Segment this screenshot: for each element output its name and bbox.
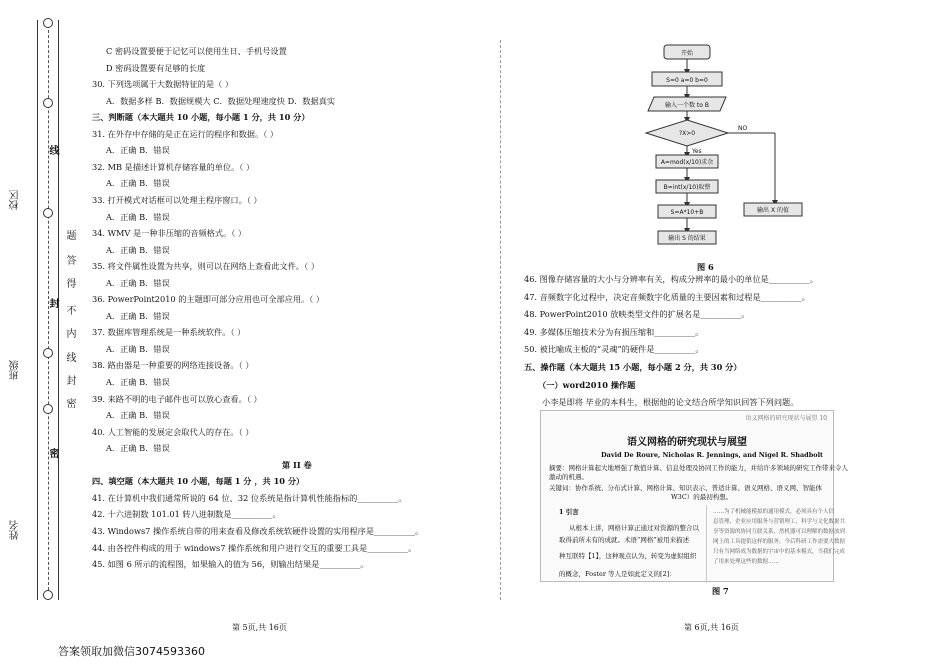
binding-hole xyxy=(43,18,53,28)
question-line: 45. 如图 6 所示的流程图，如果输入的值为 56，则输出结果是__________。 xyxy=(92,559,369,570)
option-line: C 密码设置要便于记忆可以使用生日、手机号设置 xyxy=(106,46,287,56)
question-line: 31. 在外存中存储的是正在运行的程序和数据。（ ） xyxy=(92,128,279,139)
fig7-section-heading: 1 引言 xyxy=(559,508,579,516)
warning-char: 不 xyxy=(64,305,75,317)
flow-step-b-text: B=int(x/10)取整 xyxy=(663,184,711,191)
option-line: A．正确 B．错误 xyxy=(106,410,170,421)
binding-hole xyxy=(43,404,53,414)
binding-hole xyxy=(43,208,53,218)
fig7-keywords-line2: W3C）的最初构想。 xyxy=(671,493,733,501)
option-line: A．数据多样 B．数据规模大 C．数据处理速度快 D．数据真实 xyxy=(106,95,336,106)
option-line: A．正确 B．错误 xyxy=(106,211,170,222)
fig7-right-line: 享等资源的协同互联关系，然机器可以理解的数据放到 xyxy=(713,529,846,535)
option-line: A．正确 B．错误 xyxy=(106,310,170,321)
fig7-para-line1: 从根本上讲，网格计算正通过对资源的整合以 xyxy=(569,524,699,532)
warning-char: 答 xyxy=(64,255,75,267)
flow-yes-label: Yes xyxy=(692,148,702,155)
question-line: 41. 在计算机中我们通常所说的 64 位、32 位系统是指计算机性能指标的__________。 xyxy=(92,492,407,503)
fig7-right-line: 网上的工具提供这样的服务。今后科研工作需要大数据 xyxy=(713,539,846,545)
flow-start-text: 开始 xyxy=(680,50,694,57)
question-line: 42. 十六进制数 101.01 转八进制数是__________。 xyxy=(92,509,281,520)
fig7-right-line: 息管理、企业应用服务与营销理工、科学与文化数据共 xyxy=(713,519,846,525)
binding-hole xyxy=(43,348,53,358)
flow-cond-text: ?X>0 xyxy=(678,130,696,137)
question-line: 32. MB 是描述计算机存储容量的单位。（ ） xyxy=(92,161,255,172)
flowchart-figure-6 xyxy=(620,40,860,260)
fig7-right-line: 了用来处理这些的数据…… xyxy=(713,559,780,565)
question-line: 39. 来路不明的电子邮件也可以放心查看。（ ） xyxy=(92,393,262,404)
binding-hole xyxy=(43,590,53,600)
question-line: 43. Windows7 操作系统自带的用来查看及修改系统软硬件设置的实用程序是__________。 xyxy=(92,525,424,536)
question-line: 37. 数据库管理系统是一种系统软件。（ ） xyxy=(92,327,246,338)
option-line: A．正确 B．错误 xyxy=(106,145,170,156)
binding-line-inner xyxy=(58,20,59,600)
page-divider xyxy=(500,40,501,600)
option-line: A．正确 B．错误 xyxy=(106,178,170,189)
fig7-abstract-line1: 摘要：网格计算起大地增强了数值计算、信息处理及协同工作的能力，并给许多领域的研究工作带来令人 xyxy=(549,464,848,472)
fig7-right-column xyxy=(706,505,846,583)
fig7-title: 语义网格的研究现状与展望 xyxy=(627,437,747,448)
section-heading: 五、操作题（本大题共 15 小题，每小题 2 分，共 30 分） xyxy=(524,362,742,372)
seal-char: 线 xyxy=(47,145,58,157)
question-line: 50. 被比喻成主板的“灵魂”的硬件是__________。 xyxy=(524,344,704,355)
question-line: 33. 打开模式对话框可以处理主程序窗口。（ ） xyxy=(92,194,262,205)
page-footer-left: 第 5页,共 16页 xyxy=(232,623,287,632)
option-line: A．正确 B．错误 xyxy=(106,377,170,387)
name-label: 姓名 xyxy=(10,520,21,540)
fig7-para-line4: 的概念，Foster 等人是如此定义的[2]： xyxy=(559,570,676,578)
figure-7-caption: 图 7 xyxy=(712,586,729,596)
option-line: A．正确 B．错误 xyxy=(106,443,170,454)
flow-step-a-text: A=mod(x/10)求余 xyxy=(660,159,714,166)
warning-char: 内 xyxy=(64,328,75,340)
fig7-running-header: 语义网格的研究现状与展望 10 xyxy=(745,415,827,422)
section-heading: 四、填空题（本大题共 10 小题，每题 1 分 ，共 10 分） xyxy=(92,476,305,487)
figure-6-caption: 图 6 xyxy=(697,262,714,272)
text-line: 第 II 卷 xyxy=(282,459,312,470)
warning-char: 密 xyxy=(64,398,75,410)
question-line: 34. WMV 是一种非压缩的音频格式。（ ） xyxy=(92,228,247,239)
question-line: 40. 人工智能的发展定会取代人的存在。（ ） xyxy=(92,426,254,437)
text-line: （一）word2010 操作题 xyxy=(538,379,636,390)
flow-output-x-text: 输出 X 的值 xyxy=(757,207,789,214)
question-line: 46. 图像存储容量的大小与分辨率有关，构成分辨率的最小的单位是__________。 xyxy=(524,274,818,284)
warning-char: 得 xyxy=(64,278,75,290)
section-heading: 三、判断题（本大题共 10 小题，每小题 1 分，共 10 分） xyxy=(92,112,310,123)
option-line: D 密码设置要有足够的长度 xyxy=(106,62,206,73)
question-line: 30. 下列选项属于大数据特征的是（ ） xyxy=(92,79,234,90)
school-label: 校区 xyxy=(10,190,21,210)
seal-char: 密 xyxy=(47,448,58,460)
question-line: 38. 路由器是一种重要的网络连接设备。（ ） xyxy=(92,360,254,371)
warning-char: 题 xyxy=(64,230,75,242)
warning-char: 封 xyxy=(64,375,75,387)
binding-line-outer xyxy=(37,20,38,600)
flow-output-s-text: 输出 S 的结果 xyxy=(668,235,706,242)
question-line: 35. 将文件属性设置为共享，则可以在网络上查看此文件。（ ） xyxy=(92,261,320,272)
class-label: 班级 xyxy=(10,360,21,380)
question-line: 47. 音频数字化过程中，决定音频数字化质量的主要因素和过程是__________。 xyxy=(524,291,810,302)
fig7-authors: David De Roure, Nicholas R. Jennings, and Nigel R. Shadbolt xyxy=(601,451,824,459)
flow-init-text: S=0 a=0 b=0 xyxy=(666,77,708,84)
text-line: 小李是即将 毕业的本科生，根据他的论文结合所学知识回答下列问题。 xyxy=(542,397,799,408)
question-line: 48. PowerPoint2010 放映类型文件的扩展名是__________。 xyxy=(524,309,750,320)
option-line: A．正确 B．错误 xyxy=(106,343,170,354)
flow-step-s-text: S=A*10+B xyxy=(670,209,704,216)
flow-input-text: 输入一个数 to B xyxy=(665,102,709,109)
fig7-right-line: ……为了机械能模拟的通用模式，必须具有个人信 xyxy=(713,509,835,515)
question-line: 36. PowerPoint2010 的主题即可部分应用也可全部应用。（ ） xyxy=(92,294,325,305)
option-line: A．正确 B．错误 xyxy=(106,277,170,288)
option-line: A．正确 B．错误 xyxy=(106,244,170,255)
binding-margin xyxy=(0,0,80,605)
answer-contact-note: 答案领取加微信3074593360 xyxy=(58,645,205,658)
fig7-right-line: 只有当网络成为数据的宇宙中的基本模式，当我们完成 xyxy=(713,549,846,555)
fig7-keywords-line1: 关键词：协作系统、分布式计算、网格计算、知识表示、普适计算、语义网格、语义网、智能体 xyxy=(549,484,822,492)
fig7-para-line2: 取得前所未有的成就。术语“网格”被用来描述 xyxy=(559,536,690,544)
figure-7-paper-screenshot xyxy=(540,410,848,582)
page-footer-right: 第 6页,共 16页 xyxy=(684,623,739,632)
fig7-para-line3: 种互联特【1】，这种观点认为，转变为虚拟组织 xyxy=(559,552,697,560)
warning-char: 线 xyxy=(64,352,75,364)
fig7-abstract-line2: 激动的机遇。 xyxy=(549,473,588,481)
question-line: 49. 多媒体压缩技术分为有损压缩和__________。 xyxy=(524,326,704,337)
binding-hole xyxy=(43,98,53,108)
flow-no-label: NO xyxy=(738,125,748,132)
seal-char: 封 xyxy=(47,298,58,310)
question-line: 44. 由各控件构成的用于 windows7 操作系统和用户进行交互的重要工具是__________。 xyxy=(92,542,417,553)
